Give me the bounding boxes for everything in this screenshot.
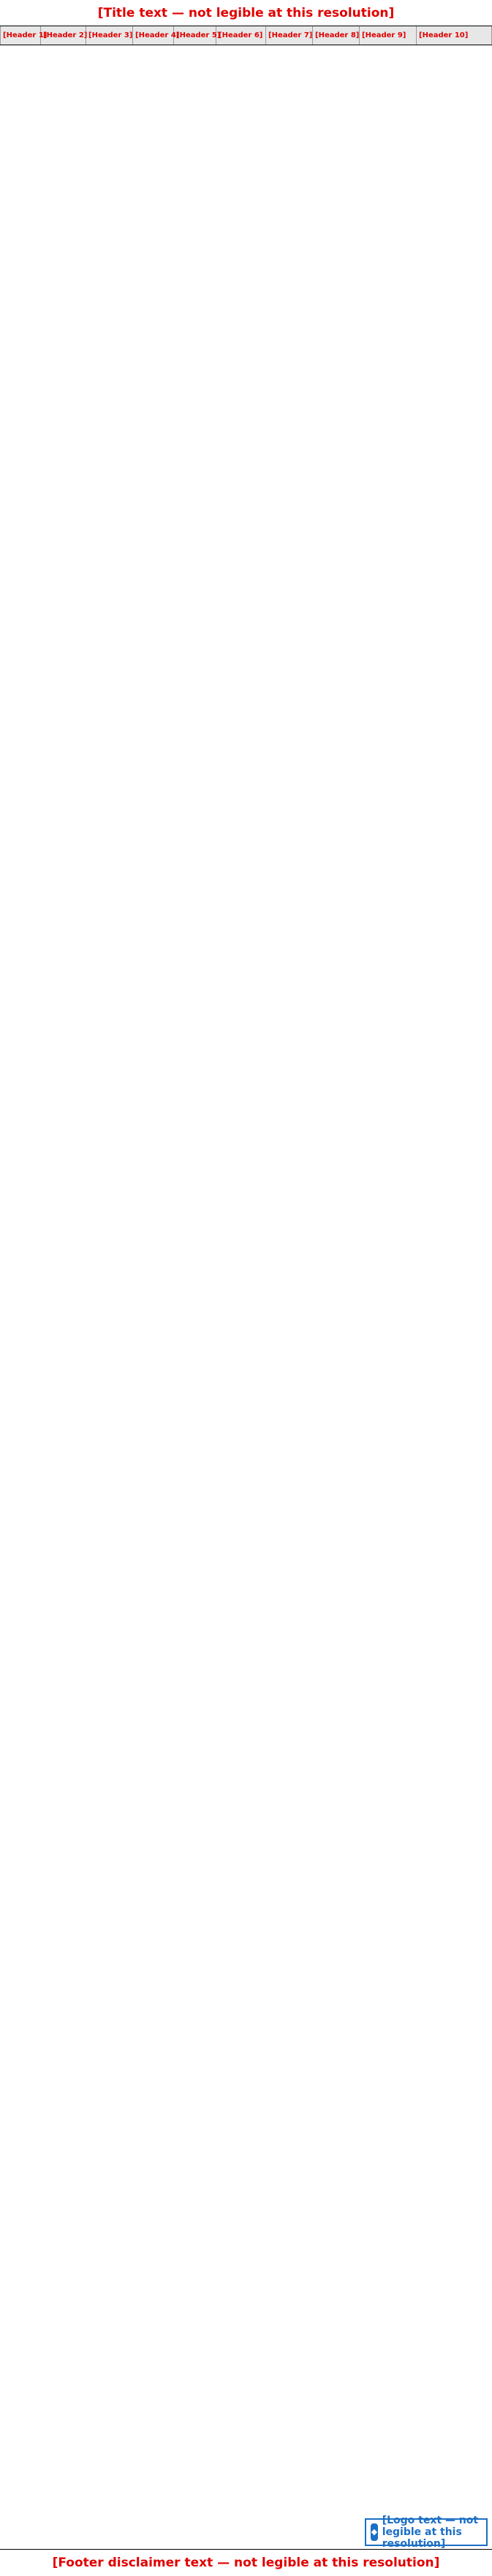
page-title: [Title text — not legible at this resolution]	[0, 0, 492, 26]
header-5: [Header 5]	[174, 26, 216, 45]
site-logo	[365, 2515, 488, 2550]
logo-text: [Logo text — not legible at this resolution]	[382, 2515, 479, 2550]
header-10: [Header 10]	[417, 26, 492, 45]
header-2: [Header 2]	[41, 26, 86, 45]
header-9: [Header 9]	[360, 26, 417, 45]
header-8: [Header 8]	[313, 26, 360, 45]
header-1: [Header 1]	[0, 26, 41, 45]
logo-icon: ◆	[371, 2523, 378, 2541]
header-6: [Header 6]	[216, 26, 266, 45]
header-4: [Header 4]	[133, 26, 174, 45]
header-7: [Header 7]	[266, 26, 313, 45]
table-header	[0, 26, 492, 45]
footer-disclaimer: [Footer disclaimer text — not legible at this resolution]	[0, 2549, 492, 2575]
header-3: [Header 3]	[86, 26, 133, 45]
